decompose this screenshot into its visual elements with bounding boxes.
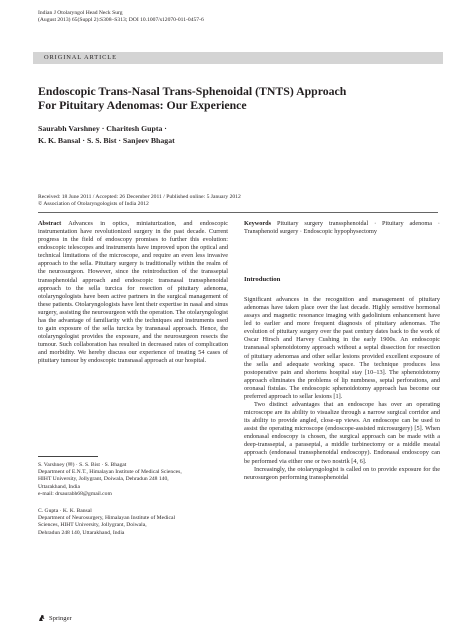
affiliation-1-email[interactable]: e-mail: drsaurabh68@gmail.com [38,490,112,497]
springer-horse-icon [38,614,46,622]
intro-paragraph-3: Increasingly, the otolaryngologist is called on to provide exposure for the neurosurgeon performing transsphenoidal [244,465,440,481]
journal-header [38,10,204,24]
abstract-text: Advances in optics, miniaturization, and endoscopic instrumentation have revolutionized surgery in the past decade. Current progress in the field of endoscopy promises to further this evolution: endoscopic telescopes and instruments have improved upon the optical and technical limitations of the microscope, and require an even less invasive approach to the sella. Pituitary surgery is traditionally within the realm of the neurosurgeon. However, since the reintroduction of the transseptal transsphenoidal approach and endoscopic transnasal transsphenoidal approach to the sella turcica for resection of pituitary adenoma, otolaryngologists have been active partners in the surgical management of these patients. Otolaryngologists have lent their expertise in nasal and sinus surgery, assisting the neurosurgeon with the operation. The otolaryngologist has the advantage of familiarity with the techniques and instruments used to gain exposure of the sella turcica by transnasal approach. Hence, the otolaryngologist provides the exposure, and the neurosurgeon resects the tumour. Such collaboration has resulted in decreased rates of complication and morbidity. We hereby discuss our experience of treating 54 cases of pituitary tumour by endoscopic transnasal approach at our hospital. [38,220,229,365]
section-label: ORIGINAL ARTICLE [44,54,117,61]
affiliation-2-authors: C. Gupta · K. K. Bansal [38,508,92,514]
publication-dates [38,194,438,209]
publisher-footer [38,614,72,622]
keywords-heading: Keywords [244,220,272,227]
copyright-line: © Association of Otolaryngologists of India 2012 [38,201,149,208]
affiliation-2-dept: Department of Neurosurgery, Himalayan Institute of Medical [38,515,176,522]
title-line-2: For Pituitary Adenomas: Our Experience [38,98,247,112]
keywords [244,220,440,236]
dates-line: Received: 18 June 2011 / Accepted: 26 December 2011 / Published online: 5 January 2012 [38,194,241,200]
journal-citation: Indian J Otolaryngol Head Neck Surg [38,10,123,16]
affiliation-1-dept: Department of E.N.T., Himalayan Institute of Medical Sciences, [38,469,182,476]
affiliation-1-univ: HIHT University, Jollygrant, Doiwala, Dehradun 248 140, [38,476,169,483]
header-divider [38,212,438,213]
journal-volume-doi: (August 2013) 65(Suppl 2):S308–S313; DOI 10.1007/s12070-011-0457-6 [38,17,204,24]
introduction-body [244,296,440,482]
affiliation-1-region: Uttarakhand, India [38,483,80,490]
abstract [38,220,228,365]
affiliation-2-univ: Sciences, HIHT University, Jollygrant, Doiwala, [38,522,147,529]
intro-paragraph-2: Two distinct advantages that an endoscope has over an operating microscope are its ability to visualize through a narrow surgical corridor and its ability to provide angled, close-up views. An endoscope can be used to assist the operating microscope (endoscope-assisted microsurgery) [5]. When endonasal endoscopy is chosen, the surgical approach can be made with a deep-transseptal, a paraseptal, a middle turbinectomy or a middle meatal approach (endonasal transsphenoidal endoscopy). Endonasal endoscopy can be performed via either one or two nostrik [4, 6]. [244,401,440,465]
abstract-heading: Abstract [38,220,62,227]
affiliation-2-region: Dehradun 248 140, Uttarakhand, India [38,529,125,536]
affiliation-1 [38,462,228,498]
publisher-name: Springer [49,614,72,622]
article-title [38,84,438,112]
authors-line-2: K. K. Bansal · S. S. Bist · Sanjeev Bhagat [38,135,175,145]
intro-paragraph-1: Significant advances in the recognition and management of pituitary adenomas have taken place over the last decade. Highly sensitive hormonal assays and magnetic resonance imaging with gadolinium enhancement have led to earlier and more frequent diagnosis of pituitary adenomas. The evolution of pituitary surgery over the past century dates back to the work of Oscar Hirsch and Harvey Cushing in the early 1900s. An endoscopic transnasal sphenoidotomy approach without a septal dissection for resection of pituitary adenomas and other sellar lesions provided excellent exposure of the sella and adequate working space. The technique produces less postoperative pain and shortens hospital stay [10–13]. The sphenoidotomy approach eliminates the problems of lip numbness, septal perforations, and oronasal fistulas. The endoscopic sphenoidotomy approach has become our preferred approach to sellar lesions [1]. [244,296,440,400]
keywords-text: Pituitary surgery transsphenoidal · Pituitary adenoma · Transphenoid surgery · Endoscopic hypophysectomy [244,220,441,236]
footnote-divider [38,456,98,457]
title-line-1: Endoscopic Trans-Nasal Trans-Sphenoidal (TNTS) Approach [38,84,347,98]
affiliation-1-authors: S. Varshney (✉) · S. S. Bist · S. Bhagat [38,462,127,468]
author-list [38,123,338,146]
authors-line-1: Saurabh Varshney · Charitesh Gupta · [38,124,167,133]
introduction-heading: Introduction [244,276,281,283]
affiliation-2 [38,508,228,537]
